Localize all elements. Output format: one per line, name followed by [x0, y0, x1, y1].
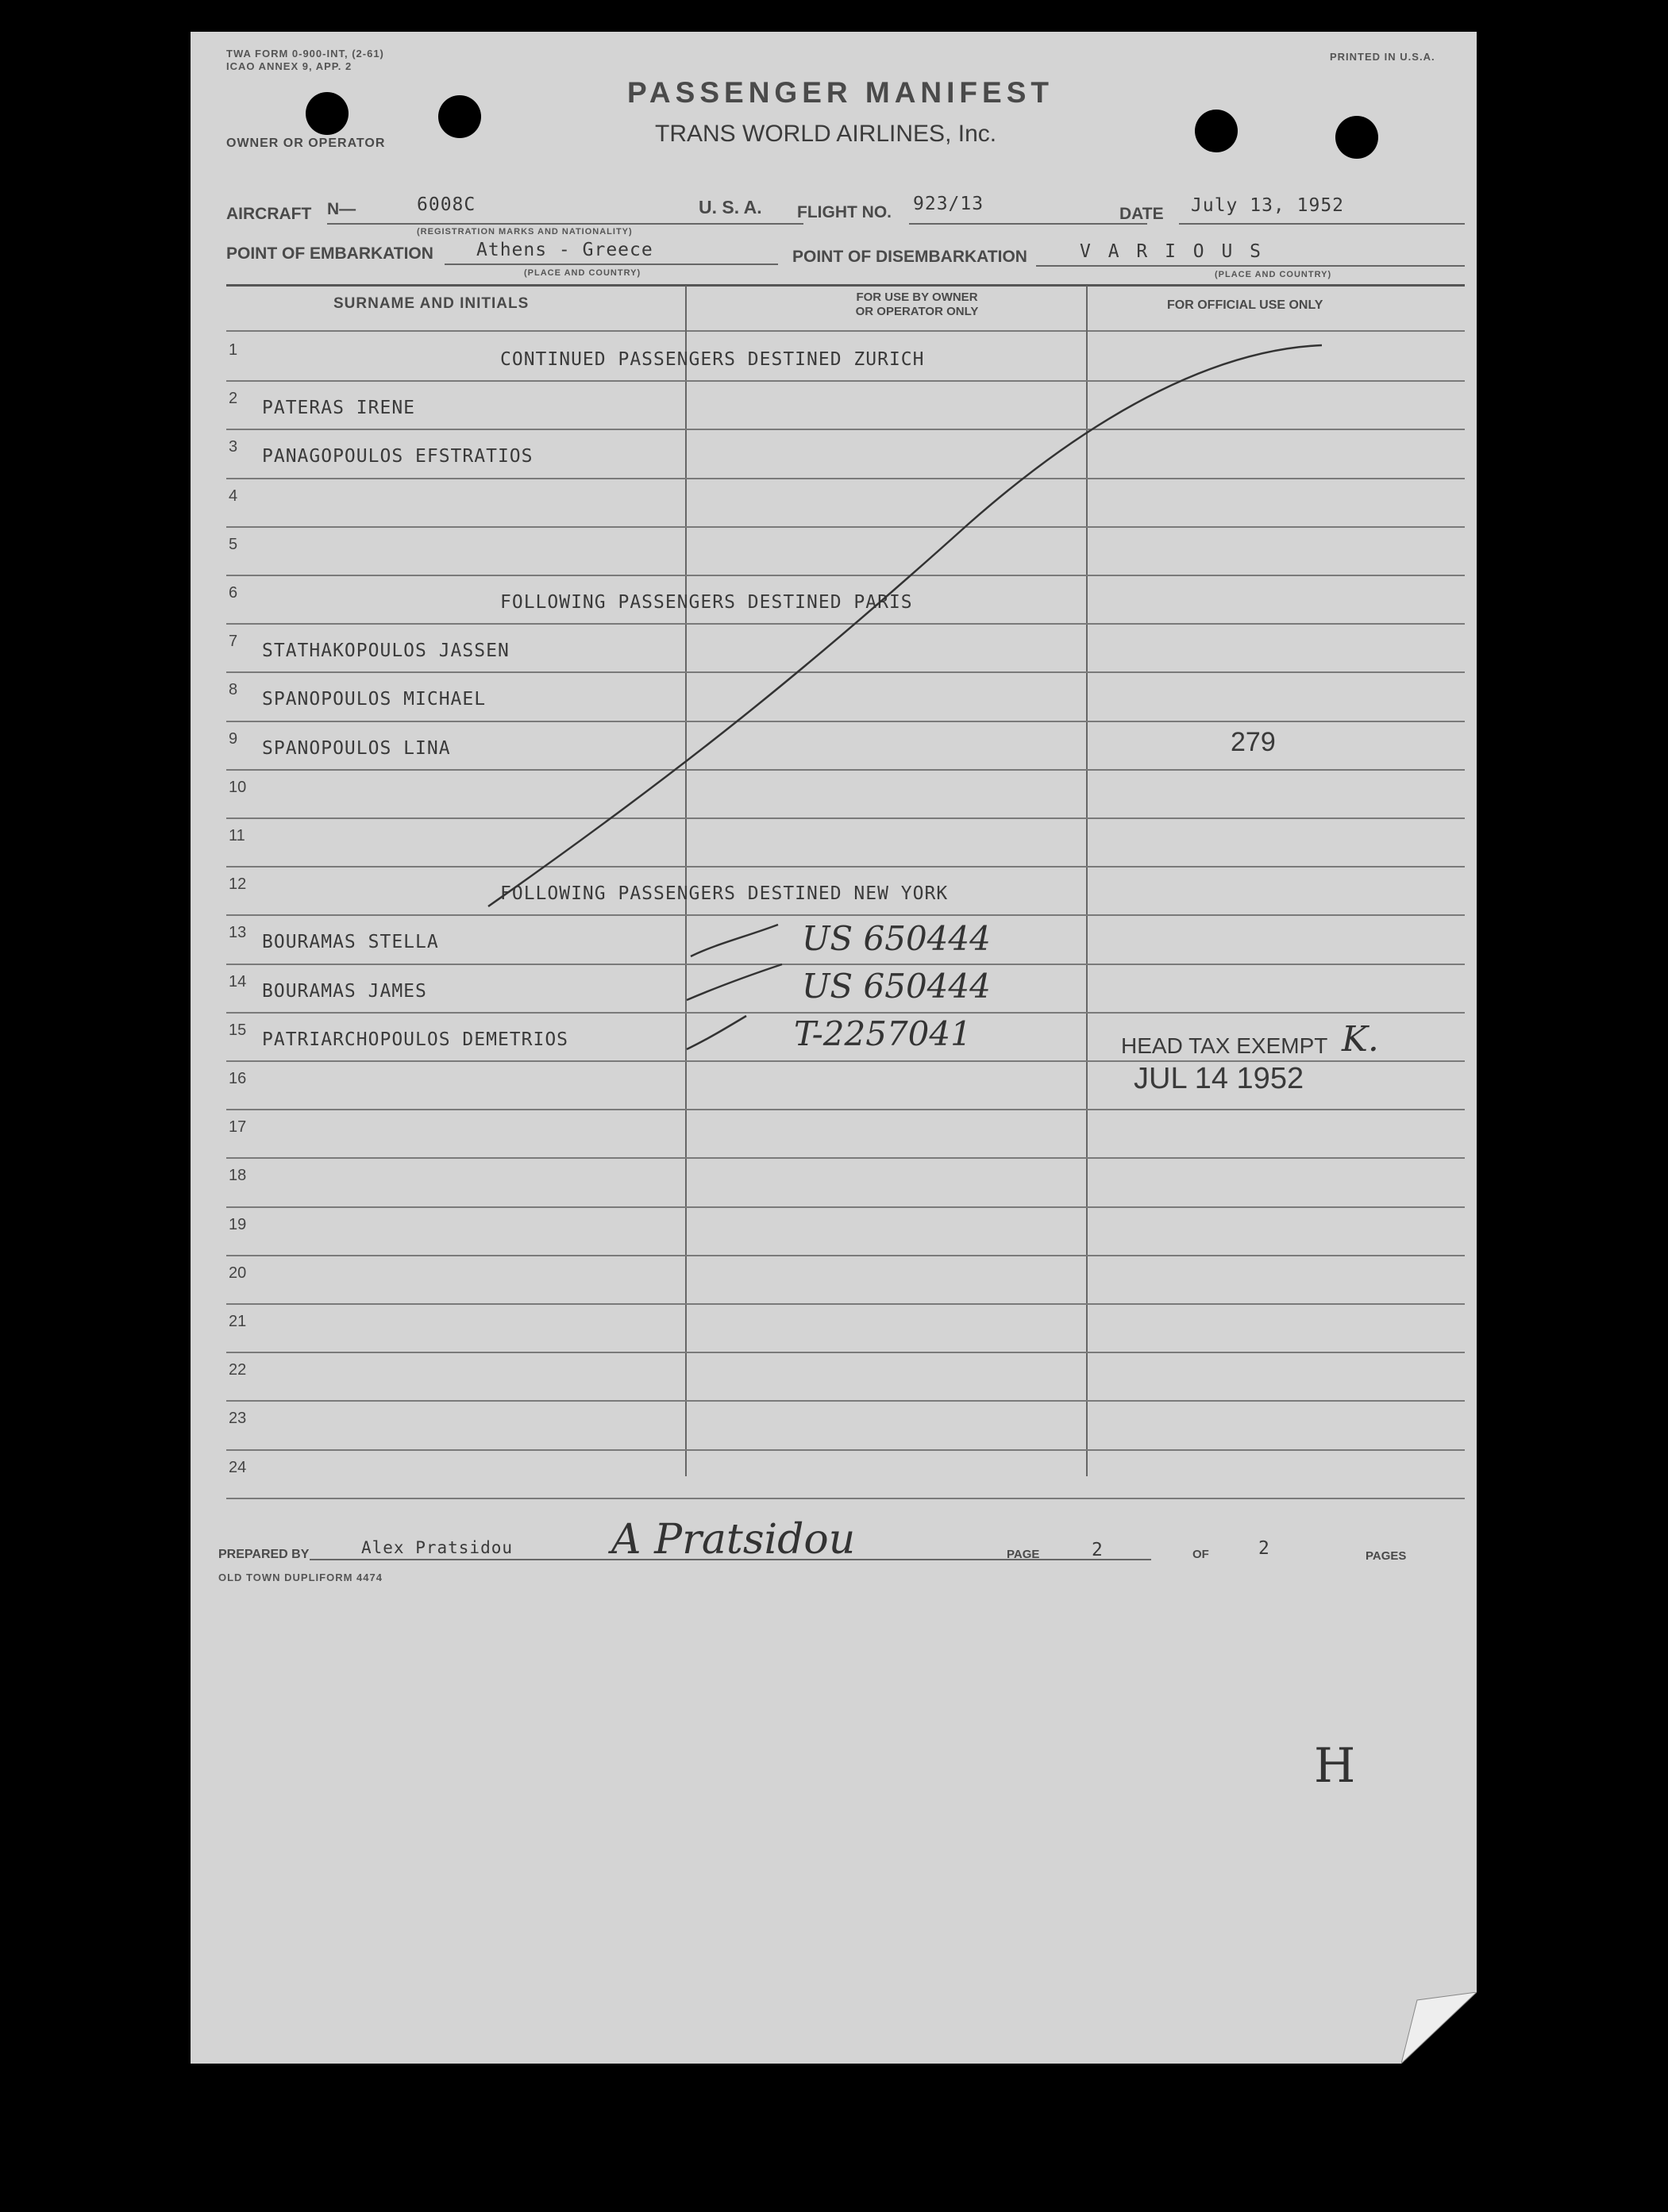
prepared-by-name: Alex Pratsidou	[361, 1538, 514, 1557]
manifest-sheet	[191, 32, 1477, 2064]
row-number: 5	[229, 535, 238, 553]
row-number: 2	[229, 390, 238, 408]
passenger-name: PANAGOPOULOS EFSTRATIOS	[262, 446, 534, 467]
diagonal-strike-line	[191, 32, 1477, 1460]
row-number: 13	[229, 924, 247, 942]
page-title: PASSENGER MANIFEST	[627, 76, 1054, 109]
row-number: 23	[229, 1410, 247, 1428]
row-number: 24	[229, 1458, 247, 1476]
flight-number-label: FLIGHT NO.	[797, 203, 892, 221]
row-number: 11	[229, 827, 245, 844]
printed-in: PRINTED IN U.S.A.	[1330, 51, 1435, 63]
row-number: 16	[229, 1070, 247, 1087]
pages-label: PAGES	[1366, 1549, 1407, 1563]
handwritten-id-14: US 650444	[802, 967, 991, 1006]
row-number: 15	[229, 1021, 247, 1039]
row-number: 9	[229, 729, 238, 748]
stamp-initial: K.	[1342, 1019, 1379, 1060]
handwritten-id-13: US 650444	[802, 919, 991, 958]
dupliform-label: OLD TOWN DUPLIFORM 4474	[218, 1571, 383, 1583]
icao-annex: ICAO ANNEX 9, APP. 2	[226, 60, 352, 72]
row-number: 10	[229, 778, 247, 796]
row-number: 22	[229, 1361, 247, 1379]
embarkation-point: Athens - Greece	[476, 240, 653, 260]
column-header-surname: SURNAME AND INITIALS	[333, 295, 530, 312]
aircraft-prefix: N—	[327, 200, 356, 218]
date-label: DATE	[1119, 205, 1164, 223]
aircraft-nationality: U. S. A.	[699, 197, 762, 217]
handwritten-id-15: T-2257041	[794, 1014, 972, 1053]
page-total: 2	[1258, 1538, 1270, 1559]
disembarkation-label: POINT OF DISEMBARKATION	[792, 248, 1027, 266]
row-number: 3	[229, 438, 238, 456]
section-heading: FOLLOWING PASSENGERS DESTINED NEW YORK	[500, 883, 949, 905]
flight-date: July 13, 1952	[1191, 195, 1345, 216]
form-number: TWA FORM 0-900-INT, (2-61)	[226, 48, 384, 60]
stamp-date: JUL 14 1952	[1134, 1062, 1304, 1095]
row-number: 20	[229, 1264, 247, 1282]
owner-operator-label: OWNER OR OPERATOR	[226, 137, 386, 150]
row-number: 19	[229, 1215, 247, 1233]
of-label: OF	[1192, 1548, 1209, 1561]
row-number: 12	[229, 875, 247, 894]
row-divider	[226, 1498, 1465, 1499]
column-header-owner-use-2: OR OPERATOR ONLY	[855, 305, 979, 318]
disembarkation-point: V A R I O U S	[1080, 241, 1265, 262]
passenger-name: BOURAMAS STELLA	[262, 932, 439, 953]
corner-mark: H	[1314, 1738, 1356, 1794]
row-number: 1	[229, 341, 238, 359]
passenger-name: SPANOPOULOS LINA	[262, 737, 451, 759]
row-number: 7	[229, 633, 238, 651]
embarkation-label: POINT OF EMBARKATION	[226, 244, 433, 263]
row-number: 18	[229, 1167, 247, 1185]
passenger-name: PATRIARCHOPOULOS DEMETRIOS	[262, 1029, 569, 1050]
column-header-official: FOR OFFICIAL USE ONLY	[1167, 298, 1323, 312]
aircraft-label: AIRCRAFT	[226, 205, 312, 223]
disembarkation-caption: (PLACE AND COUNTRY)	[1215, 270, 1332, 279]
row-number: 4	[229, 487, 238, 505]
passenger-name: PATERAS IRENE	[262, 398, 416, 419]
row-number: 21	[229, 1313, 247, 1330]
row-number: 14	[229, 972, 247, 991]
flight-number: 923/13	[913, 194, 984, 214]
section-heading: CONTINUED PASSENGERS DESTINED ZURICH	[500, 349, 925, 370]
embarkation-caption: (PLACE AND COUNTRY)	[524, 268, 641, 278]
passenger-name: SPANOPOULOS MICHAEL	[262, 689, 487, 710]
head-tax-stamp: HEAD TAX EXEMPT	[1121, 1033, 1328, 1058]
folded-corner	[1401, 1992, 1477, 2064]
row-number: 8	[229, 681, 238, 699]
column-header-owner-use-1: FOR USE BY OWNER	[856, 290, 978, 304]
section-heading: FOLLOWING PASSENGERS DESTINED PARIS	[500, 592, 913, 613]
official-number: 279	[1231, 727, 1276, 757]
prepared-by-label: PREPARED BY	[218, 1548, 310, 1561]
passenger-name: BOURAMAS JAMES	[262, 980, 427, 1002]
aircraft-registration: 6008C	[417, 194, 476, 215]
row-number: 6	[229, 584, 238, 602]
signature: A Pratsidou	[611, 1516, 856, 1564]
page-number: 2	[1092, 1540, 1104, 1560]
page-label: PAGE	[1007, 1548, 1040, 1561]
row-number: 17	[229, 1118, 247, 1137]
airline-name: TRANS WORLD AIRLINES, Inc.	[655, 121, 997, 147]
registration-caption: (REGISTRATION MARKS AND NATIONALITY)	[417, 227, 633, 237]
passenger-name: STATHAKOPOULOS JASSEN	[262, 641, 510, 662]
